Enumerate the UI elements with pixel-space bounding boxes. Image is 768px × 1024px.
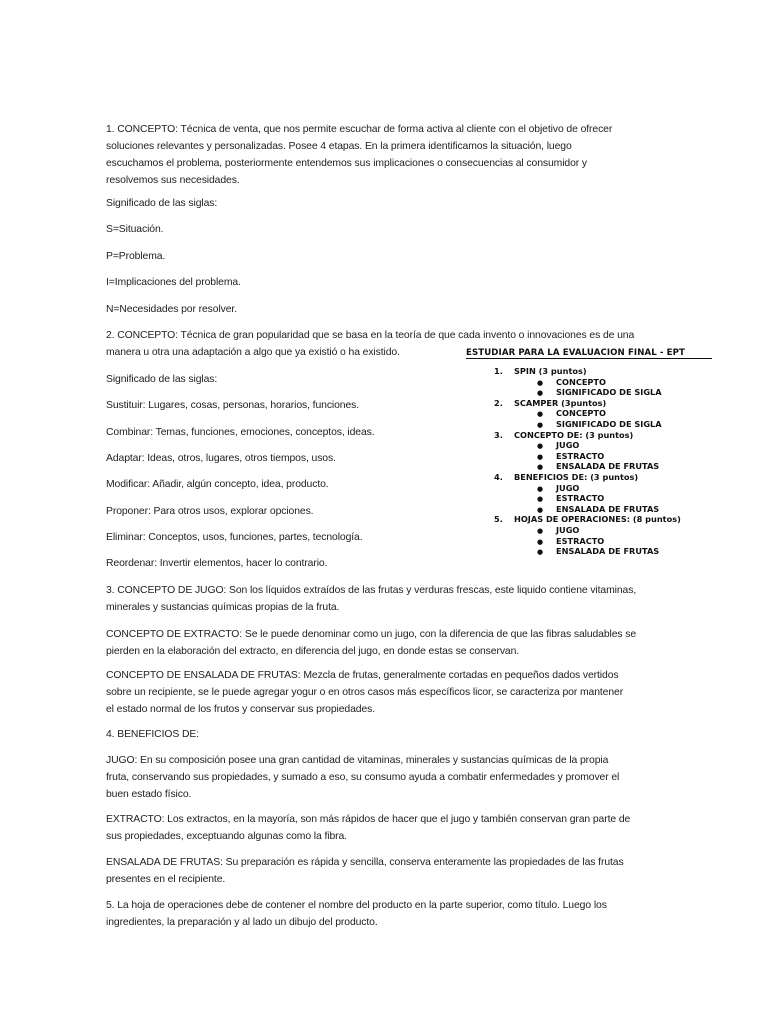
text-line: fruta, conservando sus propiedades, y sumado a eso, su consumo ayuda a combatir enfermedades y promover el (106, 772, 620, 783)
section-number: 1. (494, 366, 503, 376)
subitem-label: SIGNIFICADO DE SIGLA (556, 419, 662, 429)
text-line: I=Implicaciones del problema. (106, 277, 241, 288)
subitem-label: CONCEPTO (556, 376, 606, 387)
text-line: JUGO: En su composición posee una gran cantidad de vitaminas, minerales y sustancias químicas de la propia (106, 755, 609, 766)
study-section (494, 472, 638, 482)
study-section (494, 514, 681, 524)
study-subitem (537, 451, 604, 461)
bullet-icon: ● (537, 410, 544, 419)
bullet-icon: ● (537, 548, 544, 557)
paragraph (106, 121, 666, 189)
bullet-icon: ● (537, 452, 544, 461)
subitem-label: ESTRACTO (556, 535, 605, 546)
subitem-label: ENSALADA DE FRUTAS (556, 503, 660, 514)
study-subitem (537, 504, 659, 514)
paragraph (106, 221, 666, 238)
text-line: Reordenar: Invertir elementos, hacer lo contrario. (106, 558, 328, 569)
paragraph (106, 854, 666, 888)
subitem-label: CONCEPTO (556, 408, 606, 419)
study-guide-title: ESTUDIAR PARA LA EVALUACION FINAL - EPT (466, 348, 712, 359)
section-number: 3. (494, 429, 503, 440)
text-line: pierden en la elaboración del extracto, en diferencia del jugo, en donde estas se conservan. (106, 646, 520, 657)
text-line: S=Situación. (106, 224, 164, 235)
paragraph (106, 195, 666, 212)
text-line: CONCEPTO DE EXTRACTO: Se le puede denominar como un jugo, con la diferencia de que las fibras saludables se (106, 629, 637, 640)
paragraph (106, 301, 666, 318)
text-line: Combinar: Temas, funciones, emociones, conceptos, ideas. (106, 427, 375, 438)
text-line: N=Necesidades por resolver. (106, 304, 238, 315)
subitem-label: ESTRACTO (556, 450, 605, 461)
study-subitem (537, 493, 604, 503)
study-subitem (537, 546, 659, 556)
bullet-icon: ● (537, 421, 544, 429)
text-line: manera u otra una adaptación a algo que ya existió o ha existido. (106, 347, 400, 358)
section-label: CONCEPTO DE: (3 puntos) (514, 429, 634, 440)
paragraph (106, 726, 666, 743)
study-subitem (537, 419, 662, 429)
text-line: 5. La hoja de operaciones debe de contener el nombre del producto en la parte superior, como título. Luego los (106, 900, 607, 911)
text-line: Sustituir: Lugares, cosas, personas, horarios, funciones. (106, 400, 360, 411)
text-line: ingredientes, la preparación y al lado un dibujo del producto. (106, 917, 378, 928)
study-subitem (537, 387, 662, 397)
text-line: 4. BENEFICIOS DE: (106, 729, 199, 740)
section-number: 5. (494, 514, 503, 525)
text-line: 2. CONCEPTO: Técnica de gran popularidad que se basa en la teoría de que cada invento o innovaciones es de una (106, 330, 635, 341)
bullet-icon: ● (537, 378, 544, 387)
section-label: SCAMPER (3puntos) (514, 397, 607, 408)
text-line: Eliminar: Conceptos, usos, funciones, partes, tecnología. (106, 532, 363, 543)
text-line: buen estado físico. (106, 789, 192, 800)
paragraph (106, 897, 666, 931)
bullet-icon: ● (537, 505, 544, 514)
text-line: P=Problema. (106, 251, 166, 262)
text-line: presentes en el recipiente. (106, 874, 226, 885)
text-line: 1. CONCEPTO: Técnica de venta, que nos permite escuchar de forma activa al cliente con el objetivo de ofrecer (106, 124, 613, 135)
study-subitem (537, 536, 604, 546)
paragraph (106, 752, 666, 803)
paragraph (106, 582, 666, 616)
text-line: 3. CONCEPTO DE JUGO: Son los líquidos extraídos de las frutas y verduras frescas, este liquido contiene vitaminas, (106, 585, 637, 596)
bullet-icon: ● (537, 442, 544, 451)
section-number: 2. (494, 397, 503, 408)
text-line: Proponer: Para otros usos, explorar opciones. (106, 506, 314, 517)
paragraph (106, 274, 666, 291)
subitem-label: ENSALADA DE FRUTAS (556, 546, 660, 557)
paragraph (106, 811, 666, 845)
subitem-label: SIGNIFICADO DE SIGLA (556, 387, 662, 398)
text-line: EXTRACTO: Los extractos, en la mayoría, son más rápidos de hacer que el jugo y también conservan gran parte de (106, 814, 631, 825)
study-subitem (537, 461, 659, 471)
subitem-label: JUGO (556, 440, 580, 451)
text-line: ENSALADA DE FRUTAS: Su preparación es rápida y sencilla, conserva enteramente las propiedades de las frutas (106, 857, 624, 868)
study-section (494, 398, 606, 408)
text-line: minerales y sustancias químicas propias de la fruta. (106, 602, 340, 613)
paragraph (106, 555, 666, 572)
text-line: Modificar: Añadir, algún concepto, idea, producto. (106, 479, 329, 490)
study-section (494, 366, 587, 376)
study-subitem (537, 377, 606, 387)
section-number: 4. (494, 472, 503, 482)
study-subitem (537, 525, 579, 535)
text-line: CONCEPTO DE ENSALADA DE FRUTAS: Mezcla de frutas, generalmente cortadas en pequeños dados vertidos (106, 670, 619, 681)
text-line: Significado de las siglas: (106, 198, 218, 209)
text-line: Adaptar: Ideas, otros, lugares, otros tiempos, usos. (106, 453, 336, 464)
subitem-label: ESTRACTO (556, 493, 605, 504)
subitem-label: JUGO (556, 482, 580, 493)
section-label: BENEFICIOS DE: (3 puntos) (514, 472, 639, 482)
bullet-icon: ● (537, 389, 544, 398)
section-label: HOJAS DE OPERACIONES: (8 puntos) (514, 514, 681, 525)
subitem-label: JUGO (556, 525, 580, 535)
bullet-icon: ● (537, 495, 544, 504)
bullet-icon: ● (537, 484, 544, 493)
text-line: sus propiedades, exceptuando algunas como la fibra. (106, 831, 347, 842)
bullet-icon: ● (537, 527, 544, 535)
section-label: SPIN (3 puntos) (514, 366, 587, 376)
study-subitem (537, 408, 606, 418)
study-section (494, 430, 633, 440)
text-line: resolvemos sus necesidades. (106, 175, 240, 186)
text-line: soluciones relevantes y personalizadas. Posee 4 etapas. En la primera identificamos la situación, luego (106, 141, 572, 152)
paragraph (106, 667, 666, 718)
paragraph (106, 248, 666, 265)
bullet-icon: ● (537, 463, 544, 472)
subitem-label: ENSALADA DE FRUTAS (556, 461, 660, 472)
text-line: Significado de las siglas: (106, 374, 218, 385)
study-subitem (537, 483, 579, 493)
text-line: sobre un recipiente, se le puede agregar yogur o en otros casos más específicos licor, se caracteriza por mantener (106, 687, 624, 698)
paragraph (106, 626, 666, 660)
bullet-icon: ● (537, 537, 544, 546)
study-subitem (537, 440, 579, 450)
text-line: escuchamos el problema, posteriormente entendemos sus implicaciones o consecuencias al consumidor y (106, 158, 588, 169)
text-line: el estado normal de los frutos y conservar sus propiedades. (106, 704, 376, 715)
